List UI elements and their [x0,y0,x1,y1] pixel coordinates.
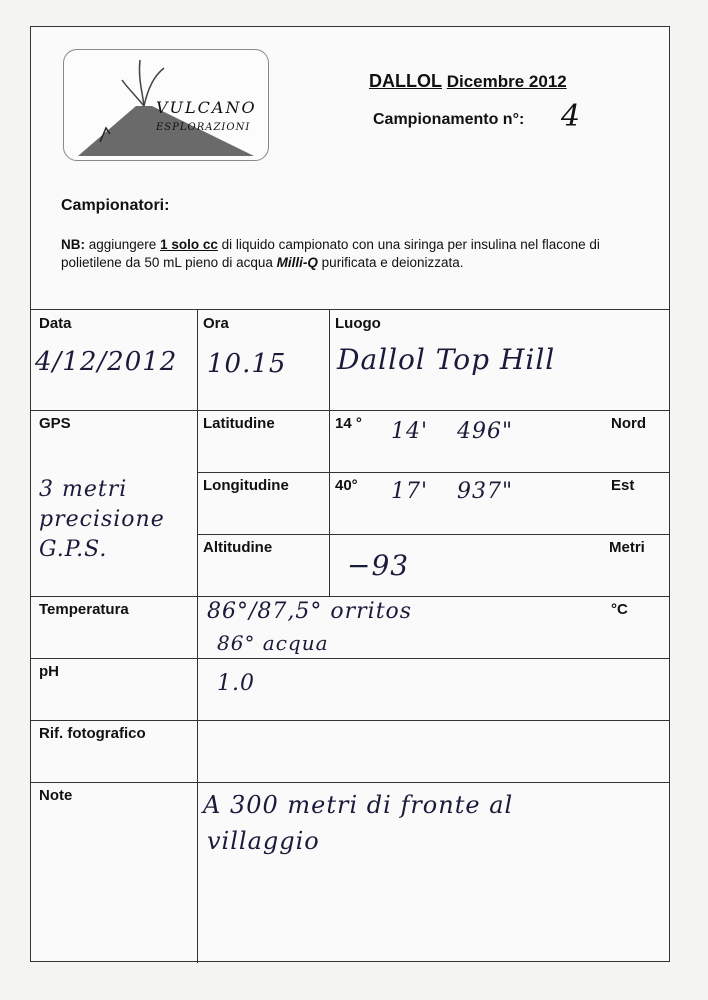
photo-ref-label: Rif. fotografico [39,725,146,742]
longitude-minutes: 17' [391,479,429,504]
temperature-unit: °C [611,601,628,618]
sample-label: Campionamento n°: [373,111,525,128]
divider [197,534,669,535]
luogo-label: Luogo [335,315,381,332]
latitude-degrees: 14 ° [335,415,362,432]
ph-label: pH [39,663,59,680]
sample-form [30,26,670,962]
ora-value: 10.15 [207,349,287,379]
nb-note [61,236,661,272]
divider [31,596,669,597]
gps-label: GPS [39,415,71,432]
temperature-label: Temperatura [39,601,129,618]
altitude-value: −93 [347,549,410,582]
divider [31,658,669,659]
nb-text-c: purificata e deionizzata. [317,255,464,270]
temperature-value-1: 86°/87,5° orritos [207,599,413,624]
location-name: DALLOL [369,71,442,91]
data-value: 4/12/2012 [35,347,178,377]
notes-value-2: villaggio [207,827,320,855]
nb-text-a: aggiungere [85,237,161,252]
altitude-label: Altitudine [203,539,273,556]
altitude-unit: Metri [609,539,645,556]
luogo-value: Dallol Top Hill [337,343,556,376]
nb-water: Milli-Q [276,255,318,270]
ora-label: Ora [203,315,229,332]
longitude-seconds: 937" [457,479,514,504]
divider [31,410,669,411]
expedition-date: Dicembre 2012 [446,72,567,91]
divider [329,309,330,597]
logo-line1: VULCANO [156,98,257,117]
sample-number: 4 [561,99,581,134]
temperature-value-2: 86° acqua [217,631,329,655]
divider [31,309,669,310]
nb-highlight: 1 solo cc [160,237,218,252]
longitude-degrees: 40° [335,477,358,494]
gps-note: 3 metri precisione G.P.S. [39,477,165,562]
latitude-label: Latitudine [203,415,275,432]
notes-value-1: A 300 metri di fronte al [203,791,514,819]
divider [31,720,669,721]
divider [31,782,669,783]
latitude-seconds: 496" [457,419,514,444]
latitude-minutes: 14' [391,419,429,444]
latitude-direction: Nord [611,415,646,432]
nb-text-b: di liquido campionato con una siringa per insulina nel flacone di polietilene da 50 mL pieno di acqua [61,237,600,270]
vulcano-logo [63,49,269,161]
expedition-title [369,71,567,92]
ph-value: 1.0 [217,671,255,696]
notes-label: Note [39,787,73,804]
divider [197,472,669,473]
longitude-direction: Est [611,477,635,494]
divider [197,309,198,963]
logo-line2: ESPLORAZIONI [156,122,251,133]
longitude-label: Longitudine [203,477,289,494]
data-label: Data [39,315,72,332]
campionatori-label: Campionatori: [61,197,170,214]
nb-prefix: NB: [61,237,85,252]
